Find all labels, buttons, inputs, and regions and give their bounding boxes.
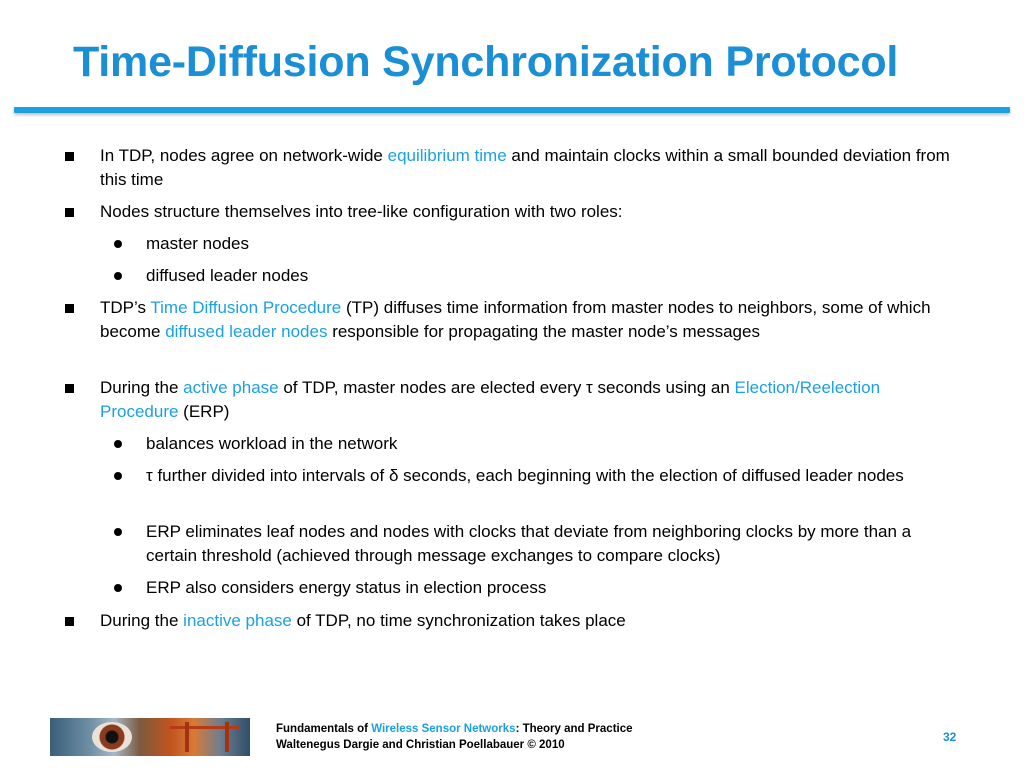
bullet-text: (ERP) — [178, 402, 230, 421]
slide-title: Time-Diffusion Synchronization Protocol — [73, 38, 899, 86]
bullet-tree-config: Nodes structure themselves into tree-like configuration with two roles: — [100, 202, 623, 221]
bridge-image — [170, 726, 240, 753]
bullet-active-phase — [100, 376, 960, 424]
footer-line-2: Waltenegus Dargie and Christian Poellabauer © 2010 — [276, 739, 565, 751]
term-time-diffusion-procedure: Time Diffusion Procedure — [150, 298, 342, 317]
footer-text: Fundamentals of — [276, 723, 372, 735]
bullet-text: of TDP, master nodes are elected every τ seconds using an — [278, 378, 735, 397]
bridge-tower — [185, 722, 189, 752]
round-bullet-icon — [114, 584, 122, 592]
footer-text: : Theory and Practice — [515, 723, 633, 735]
bullet-text: (TP) diffuses time information from master nodes to neighbors, some of which become — [100, 298, 931, 341]
square-bullet-icon — [65, 304, 74, 313]
bullet-time-diffusion-procedure — [100, 296, 960, 344]
round-bullet-icon — [114, 440, 122, 448]
term-election-reelection-procedure: Election/Reelection Procedure — [100, 378, 881, 421]
sub-bullet-workload: balances workload in the network — [146, 434, 398, 453]
bullet-inactive-phase — [100, 609, 960, 633]
round-bullet-icon — [114, 240, 122, 248]
footer-book-title: Wireless Sensor Networks — [371, 723, 516, 735]
term-inactive-phase: inactive phase — [183, 611, 292, 630]
bullet-equilibrium — [100, 144, 960, 192]
eye-image — [92, 722, 132, 752]
sub-bullet-energy-status: ERP also considers energy status in election process — [146, 578, 547, 597]
bullet-text: During the — [100, 378, 184, 397]
title-divider — [14, 107, 1010, 113]
round-bullet-icon — [114, 472, 122, 480]
footer-citation — [276, 721, 633, 753]
round-bullet-icon — [114, 528, 122, 536]
sub-bullet-master-nodes: master nodes — [146, 234, 249, 253]
square-bullet-icon — [65, 152, 74, 161]
square-bullet-icon — [65, 208, 74, 217]
term-equilibrium-time: equilibrium time — [387, 146, 507, 165]
round-bullet-icon — [114, 272, 122, 280]
bullet-text: and maintain clocks within a small bounded deviation from this time — [100, 146, 950, 189]
sub-bullet-tau-intervals: τ further divided into intervals of δ seconds, each beginning with the election of diffused leader nodes — [146, 466, 904, 485]
bullet-text: of TDP, no time synchronization takes place — [291, 611, 626, 630]
footer-line-1 — [276, 721, 633, 737]
sub-bullet-erp-eliminates: ERP eliminates leaf nodes and nodes with clocks that deviate from neighboring clocks by more than a certain threshold (achieved through message exchanges to compare clocks) — [146, 522, 912, 565]
square-bullet-icon — [65, 617, 74, 626]
bullet-text: During the — [100, 611, 184, 630]
term-diffused-leader-nodes: diffused leader nodes — [165, 322, 328, 341]
page-number: 32 — [943, 730, 957, 744]
square-bullet-icon — [65, 384, 74, 393]
bullet-text: TDP’s — [100, 298, 151, 317]
term-active-phase: active phase — [183, 378, 279, 397]
bullet-text: In TDP, nodes agree on network-wide — [100, 146, 388, 165]
sub-bullet-diffused-leader-nodes: diffused leader nodes — [146, 266, 309, 285]
footer-banner-image — [50, 718, 250, 756]
bullet-text: responsible for propagating the master node’s messages — [327, 322, 760, 341]
bridge-tower — [225, 722, 229, 752]
